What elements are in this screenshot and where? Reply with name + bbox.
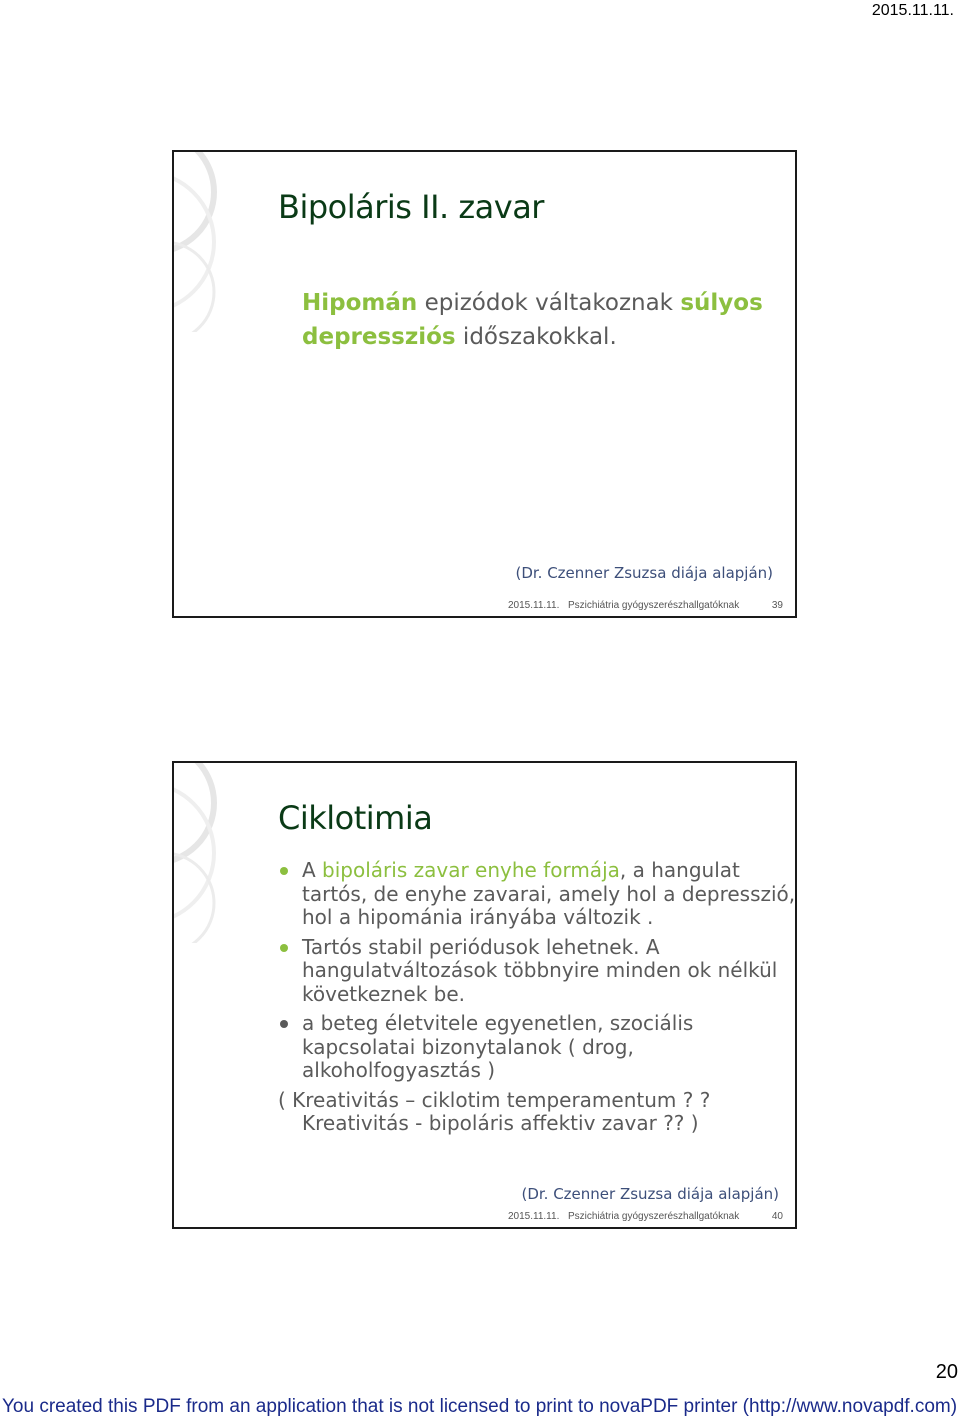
bullet-icon <box>280 867 288 875</box>
body-text: a beteg életvitele egyenetlen, szociális kapcsolatai bizonytalanok ( drog, alkoholfogyasztás ) <box>302 1011 694 1082</box>
slide-39 <box>172 150 797 618</box>
slide-body <box>302 286 782 354</box>
slide-decoration <box>174 152 234 332</box>
list-item <box>278 936 797 1007</box>
footer-date: 2015.11.11. <box>508 600 560 611</box>
body-text: , a hangulat tartós, de enyhe zavarai, amely hol a depresszió, hol a hipománia irányába változik . <box>302 858 796 929</box>
bullet-icon <box>280 1020 288 1028</box>
slide-number: 40 <box>771 1211 783 1222</box>
body-text: A <box>302 858 323 882</box>
highlight-term: súlyos depressziós <box>302 290 763 350</box>
page-header-date: 2015.11.11. <box>871 2 954 19</box>
bullet-icon <box>280 944 288 952</box>
list-item <box>278 1012 797 1083</box>
license-notice: You created this PDF from an application that is not licensed to print to novaPDF printer (http://www.novapdf.com) <box>2 1396 958 1417</box>
slide-body <box>278 859 797 1136</box>
slide-credit: (Dr. Czenner Zsuzsa diája alapján) <box>521 1185 779 1203</box>
slide-number: 39 <box>771 600 783 611</box>
body-text: epizódok váltakoznak <box>417 290 681 316</box>
footer-date: 2015.11.11. <box>508 1211 560 1222</box>
highlight-term: bipoláris zavar enyhe formája <box>322 858 620 882</box>
closing-line: Kreativitás - bipoláris affektiv zavar ?? ) <box>302 1111 699 1135</box>
slide-decoration <box>174 763 234 943</box>
page-number: 20 <box>935 1361 958 1383</box>
closing-note <box>278 1089 797 1136</box>
slide-title: Bipoláris II. zavar <box>278 188 544 226</box>
body-text: Tartós stabil periódusok lehetnek. A hangulatváltozások többnyire minden ok nélkül következnek be. <box>302 934 778 1006</box>
footer-course: Pszichiátria gyógyszerészhallgatóknak <box>568 1211 740 1222</box>
highlight-term: Hipomán <box>302 290 418 316</box>
footer-course: Pszichiátria gyógyszerészhallgatóknak <box>568 600 740 611</box>
closing-line: ( Kreativitás – ciklotim temperamentum ? ? <box>278 1087 711 1112</box>
body-text: időszakokkal. <box>455 324 617 350</box>
slide-credit: (Dr. Czenner Zsuzsa diája alapján) <box>515 564 773 582</box>
list-item <box>278 859 797 930</box>
slide-40 <box>172 761 797 1229</box>
slide-title: Ciklotimia <box>278 799 433 837</box>
